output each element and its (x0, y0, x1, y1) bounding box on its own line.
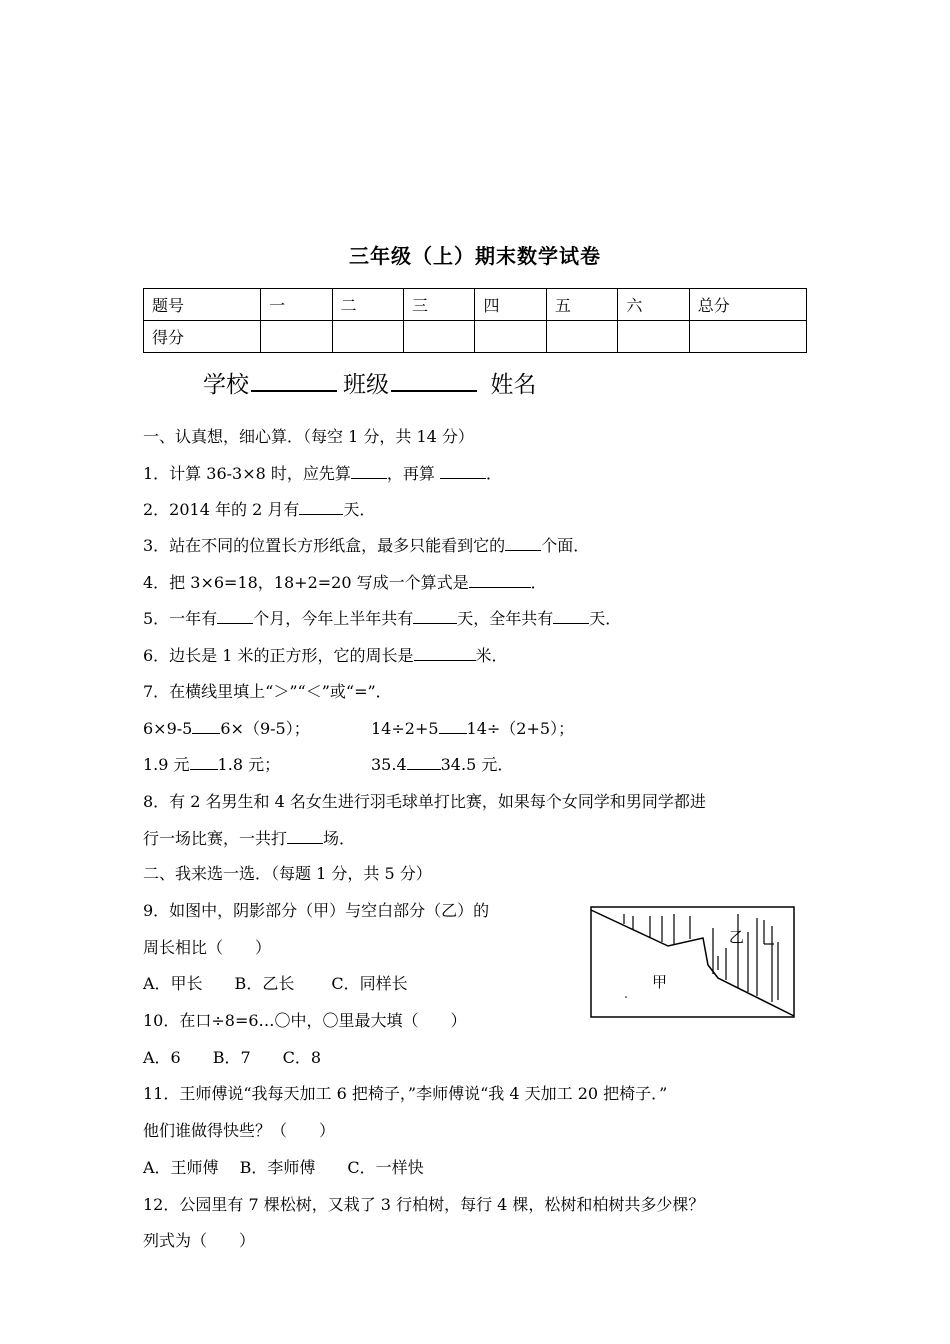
table-cell: 三 (404, 289, 475, 321)
dot (625, 996, 627, 998)
page-title: 三年级（上）期末数学试卷 (349, 244, 601, 268)
label-jia: 甲 (652, 973, 668, 991)
table-cell[interactable] (618, 321, 689, 353)
table-cell[interactable] (332, 321, 403, 353)
question-text: 6×（9-5）； (220, 719, 310, 738)
question-4 (143, 570, 547, 593)
table-cell[interactable] (546, 321, 617, 353)
answer-blank[interactable] (299, 499, 343, 515)
name-label: 姓名 (490, 372, 537, 398)
section-heading: 二、我来选一选．（每题 1 分，共 5 分） (143, 864, 432, 883)
table-cell: 题号 (144, 289, 261, 321)
score-table (143, 288, 807, 353)
table-row (144, 289, 807, 321)
shaded-figure (590, 906, 796, 1020)
question-6 (143, 643, 508, 666)
answer-blank[interactable] (192, 718, 220, 734)
table-cell: 六 (618, 289, 689, 321)
table-cell[interactable] (475, 321, 546, 353)
question-text: 35.4 (371, 755, 407, 774)
question-text: 34.5 元． (440, 755, 514, 774)
answer-blank[interactable] (287, 828, 323, 844)
section-heading: 一、认真想，细心算．（每空 1 分，共 14 分） (143, 427, 474, 446)
question-9: 9．如图中，阴影部分（甲）与空白部分（乙）的 (143, 901, 490, 920)
question-3 (143, 533, 589, 556)
question-text: 天． (343, 500, 376, 519)
question-9-cont: 周长相比（ ） (143, 938, 272, 957)
answer-blank[interactable] (413, 608, 457, 624)
answer-blank[interactable] (553, 608, 589, 624)
question-12-cont: 列式为（ ） (143, 1231, 256, 1250)
table-cell[interactable] (261, 321, 332, 353)
table-cell[interactable] (689, 321, 806, 353)
question-9-options: A．甲长 B．乙长 C．同样长 (143, 974, 408, 993)
table-row (144, 321, 807, 353)
question-7: 7．在横线里填上“＞”“＜”或“=”． (143, 682, 392, 701)
question-7-row-2a (143, 752, 280, 775)
question-text: 个面． (541, 536, 590, 555)
answer-blank[interactable] (505, 535, 541, 551)
question-text: 个月，今年上半年共有 (253, 609, 414, 628)
question-7-row-2b (371, 752, 513, 775)
question-11-options: A．王师傅 B．李师傅 C．一样快 (143, 1158, 424, 1177)
answer-blank[interactable] (439, 718, 467, 734)
question-7-row-1b (371, 716, 574, 739)
question-text: 3．站在不同的位置长方形纸盒，最多只能看到它的 (143, 536, 506, 555)
question-text: 1．计算 36-3×8 时，应先算 (143, 464, 351, 483)
question-text: 14÷2+5 (371, 719, 439, 738)
question-2 (143, 497, 375, 520)
class-field[interactable] (391, 368, 477, 392)
school-field[interactable] (251, 368, 337, 392)
question-text: ，再算 (386, 464, 435, 483)
table-cell[interactable] (404, 321, 475, 353)
question-11: 11．王师傅说“我每天加工 6 把椅子，”李师傅说“我 4 天加工 20 把椅子．” (143, 1084, 668, 1103)
answer-blank[interactable] (190, 754, 218, 770)
question-1 (143, 461, 502, 484)
question-text: 5．一年有 (143, 609, 218, 628)
label-yi: 乙 (729, 928, 745, 946)
question-10-options: A．6 B．7 C．8 (143, 1048, 322, 1067)
question-text: 6×9-5 (143, 719, 193, 738)
question-text: 天． (589, 609, 622, 628)
question-text: 14÷（2+5）； (466, 719, 575, 738)
question-8: 8．有 2 名男生和 4 名女生进行羽毛球单打比赛，如果每个女同学和男同学都进 (143, 792, 706, 811)
answer-blank[interactable] (414, 645, 476, 661)
table-cell: 二 (332, 289, 403, 321)
question-12: 12．公园里有 7 棵松树，又栽了 3 行柏树，每行 4 棵，松树和柏树共多少棵？ (143, 1195, 705, 1214)
school-label: 学校 (203, 372, 249, 398)
question-text: 1.8 元； (217, 755, 281, 774)
table-cell: 一 (261, 289, 332, 321)
question-10: 10．在口÷8=6…〇中，〇里最大填（ ） (143, 1011, 467, 1030)
table-cell: 四 (475, 289, 546, 321)
answer-blank[interactable] (351, 463, 387, 479)
question-text: 场． (323, 829, 356, 848)
student-info (203, 366, 536, 399)
class-label: 班级 (343, 372, 389, 398)
question-text: ． (530, 573, 547, 592)
table-cell: 五 (546, 289, 617, 321)
answer-blank[interactable] (217, 608, 253, 624)
question-7-row-1a (143, 716, 310, 739)
question-text: 米． (475, 646, 508, 665)
question-8-cont (143, 826, 355, 849)
question-text: 6．边长是 1 米的正方形，它的周长是 (143, 646, 414, 665)
question-11-cont: 他们谁做得快些？（ ） (143, 1121, 336, 1140)
table-cell: 总分 (689, 289, 806, 321)
question-text: ． (486, 464, 503, 483)
answer-blank[interactable] (469, 572, 531, 588)
question-5 (143, 606, 621, 629)
answer-blank[interactable] (407, 754, 441, 770)
question-text: 行一场比赛，一共打 (143, 829, 288, 848)
table-cell: 得分 (144, 321, 261, 353)
question-text: 1.9 元 (143, 755, 190, 774)
question-text: 4．把 3×6=18，18+2=20 写成一个算式是 (143, 573, 469, 592)
question-text: 天，全年共有 (457, 609, 554, 628)
answer-blank[interactable] (440, 463, 486, 479)
question-text: 2．2014 年的 2 月有 (143, 500, 300, 519)
